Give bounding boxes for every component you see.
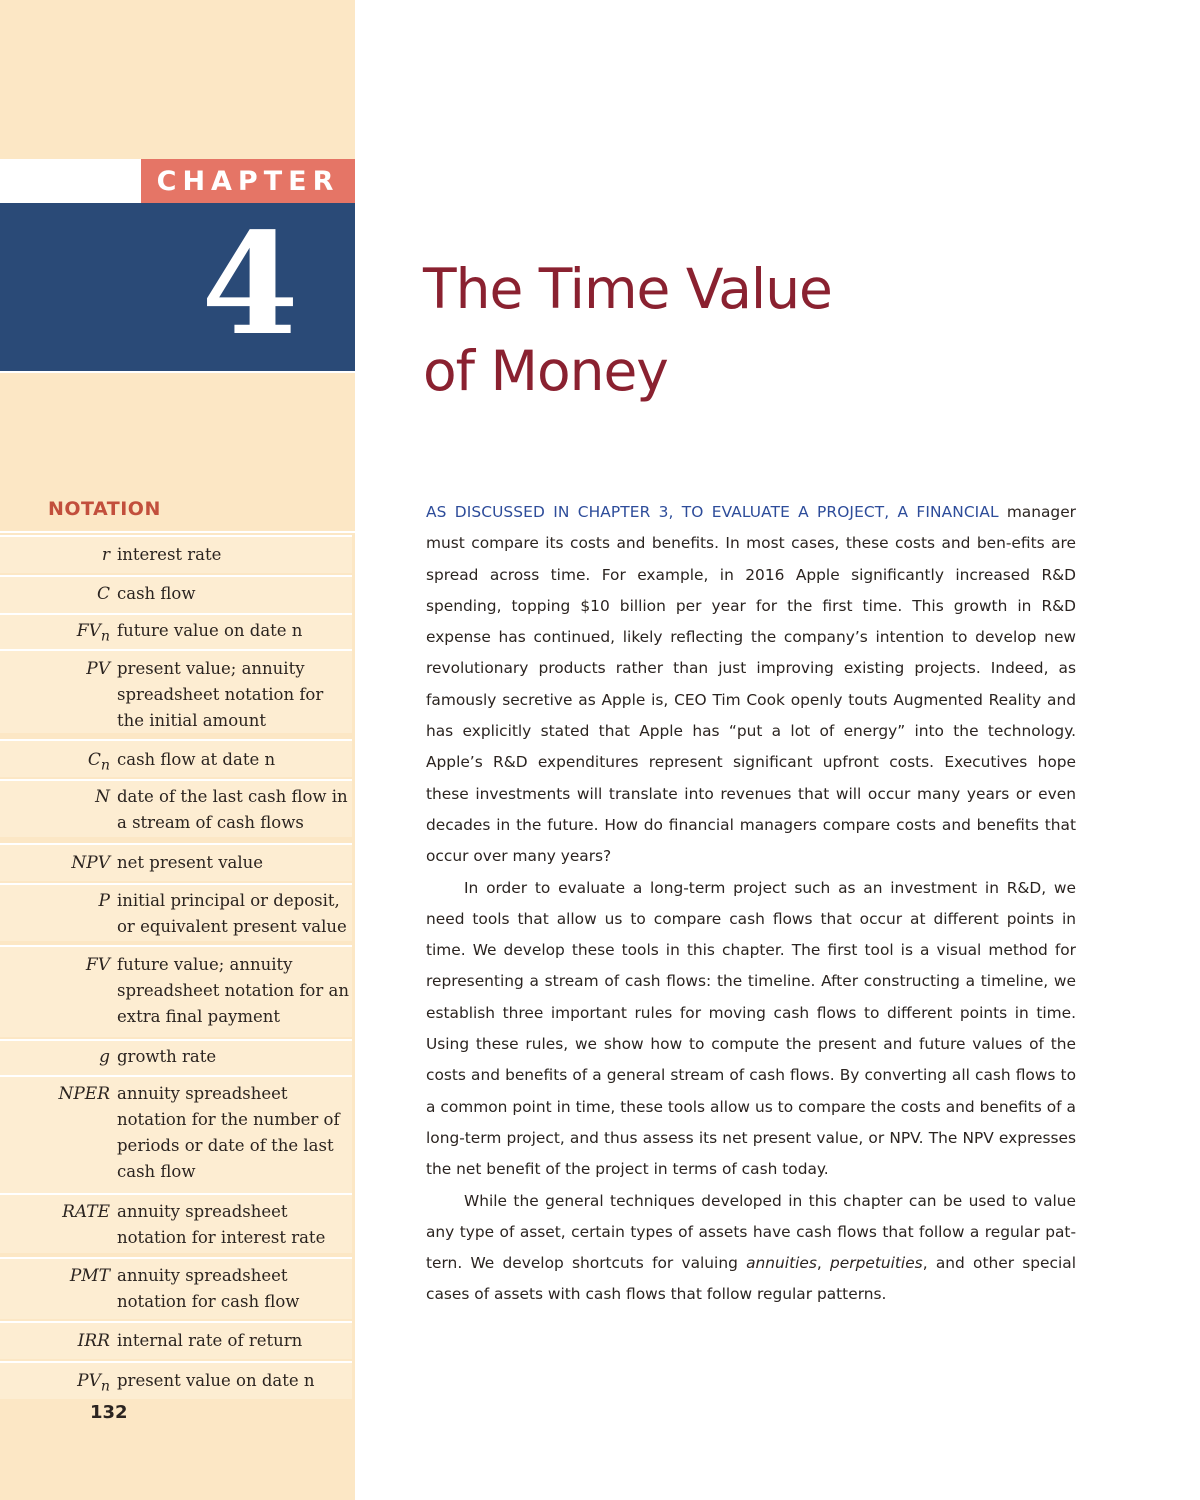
notation-row — [0, 1361, 352, 1399]
notation-symbol: C — [96, 584, 110, 604]
notation-row — [0, 613, 352, 649]
chapter-number: 4 — [201, 203, 299, 367]
notation-definition: present value; annuity spreadsheet notation for the initial amount — [117, 659, 324, 730]
chapter-title — [423, 248, 1123, 412]
notation-symbol: $PV_n$ — [77, 1371, 110, 1395]
notation-row — [0, 535, 352, 573]
intro-paragraph-1-text: manager must compare its costs and benefits. In most cases, these costs and ben-efits are spread across time. For example, in 2016 Apple significantly increased R&D spending, topping $10 billion per year for the first time. This growth in R&D expense has continued, likely reflecting the company’s intention to develop new revolutionary products rather than just improving existing projects. Indeed, as famously secretive as Apple is, CEO Tim Cook openly touts Augmented Reality and has explicitly stated that Apple has “put a lot of energy” into the technology. Apple’s R&D expenditures represent significant upfront costs. Executives hope these investments will translate into revenues that will occur many years or even decades in the future. How do financial managers compare costs and benefits that occur over many years? — [426, 503, 1076, 866]
notation-definition: annuity spreadsheet notation for the number of periods or date of the last cash flow — [117, 1084, 340, 1181]
notation-symbol: $C_n$ — [87, 750, 110, 774]
notation-row — [0, 1039, 352, 1075]
notation-definition: future value on date n — [117, 621, 303, 640]
chapter-band-rule — [0, 371, 355, 373]
term-annuities: annuities — [746, 1254, 817, 1273]
notation-symbol: P — [98, 891, 110, 911]
notation-symbol: PV — [86, 659, 110, 679]
notation-symbol: PMT — [69, 1266, 110, 1286]
notation-row — [0, 1257, 352, 1319]
notation-row — [0, 1075, 352, 1193]
notation-row — [0, 1321, 352, 1359]
notation-symbol: IRR — [77, 1331, 110, 1351]
notation-definition: growth rate — [117, 1047, 217, 1066]
chapter-intro — [426, 497, 1076, 1311]
notation-row — [0, 883, 352, 941]
notation-row — [0, 649, 352, 733]
notation-definition: annuity spreadsheet notation for interest rate — [117, 1202, 326, 1247]
notation-row — [0, 843, 352, 881]
notation-symbol: $FV_n$ — [76, 621, 110, 645]
chapter-label-gap — [0, 159, 141, 203]
chapter-title-line-2: of Money — [423, 339, 668, 403]
intro-paragraph-3-comma: , — [816, 1254, 831, 1273]
notation-row — [0, 575, 352, 613]
intro-paragraph-2: In order to evaluate a long-term project such as an investment in R&D, we need tools that allow us to compare cash flows that occur at different points in time. We develop these tools in this chapter. The first tool is a visual method for representing a stream of cash flows: the timeline. After constructing a timeline, we establish three important rules for moving cash flows to different points in time. Using these rules, we show how to compute the present and future values of the costs and benefits of a general stream of cash flows. By converting all cash flows to a common point in time, these tools allow us to compare the costs and benefits of a long-term project, and thus assess its net present value, or NPV. The NPV expresses the net benefit of the project in terms of cash today. — [426, 878, 1076, 1179]
notation-symbol: RATE — [62, 1202, 110, 1222]
notation-definition: future value; annuity spreadsheet notation for an extra final payment — [117, 955, 349, 1026]
notation-definition: cash flow at date n — [117, 750, 276, 769]
notation-row — [0, 1193, 352, 1253]
notation-rule — [0, 531, 355, 533]
intro-paragraph-1 — [426, 497, 1076, 873]
notation-symbol: FV — [85, 955, 110, 975]
notation-symbol: g — [99, 1047, 110, 1067]
notation-heading: NOTATION — [48, 498, 161, 520]
notation-definition: present value on date n — [117, 1371, 315, 1390]
notation-definition: date of the last cash flow in a stream of cash flows — [117, 787, 348, 832]
notation-definition: net present value — [117, 853, 264, 872]
intro-paragraph-3-end: , and other special cases of assets with cash flows that follow regular patterns. — [426, 1254, 1076, 1304]
notation-symbol: NPER — [58, 1084, 110, 1104]
notation-definition: interest rate — [117, 545, 222, 564]
intro-paragraph-3 — [426, 1186, 1076, 1311]
chapter-label: CHAPTER — [141, 159, 355, 203]
notation-symbol: r — [101, 545, 110, 565]
chapter-title-line-1: The Time Value — [423, 257, 832, 321]
intro-lead-caps: AS DISCUSSED IN CHAPTER 3, TO EVALUATE A PROJECT, A FINANCIAL — [426, 503, 999, 521]
notation-definition: cash flow — [117, 584, 196, 603]
term-perpetuities: perpetuities — [830, 1254, 923, 1273]
notation-row — [0, 779, 352, 837]
notation-definition: annuity spreadsheet notation for cash flow — [117, 1266, 300, 1311]
notation-row — [0, 739, 352, 777]
notation-definition: internal rate of return — [117, 1331, 303, 1350]
notation-definition: initial principal or deposit, or equivalent present value — [117, 891, 347, 936]
notation-symbol: N — [95, 787, 110, 807]
page-number: 132 — [90, 1402, 128, 1423]
notation-symbol: NPV — [71, 853, 110, 873]
notation-row — [0, 945, 352, 1037]
intro-paragraph-3-text: While the general techniques developed in this chapter can be used to value any type of asset, certain types of assets have cash flows that follow a regular pat-tern. We develop shortcuts for valuing — [426, 1191, 1076, 1273]
